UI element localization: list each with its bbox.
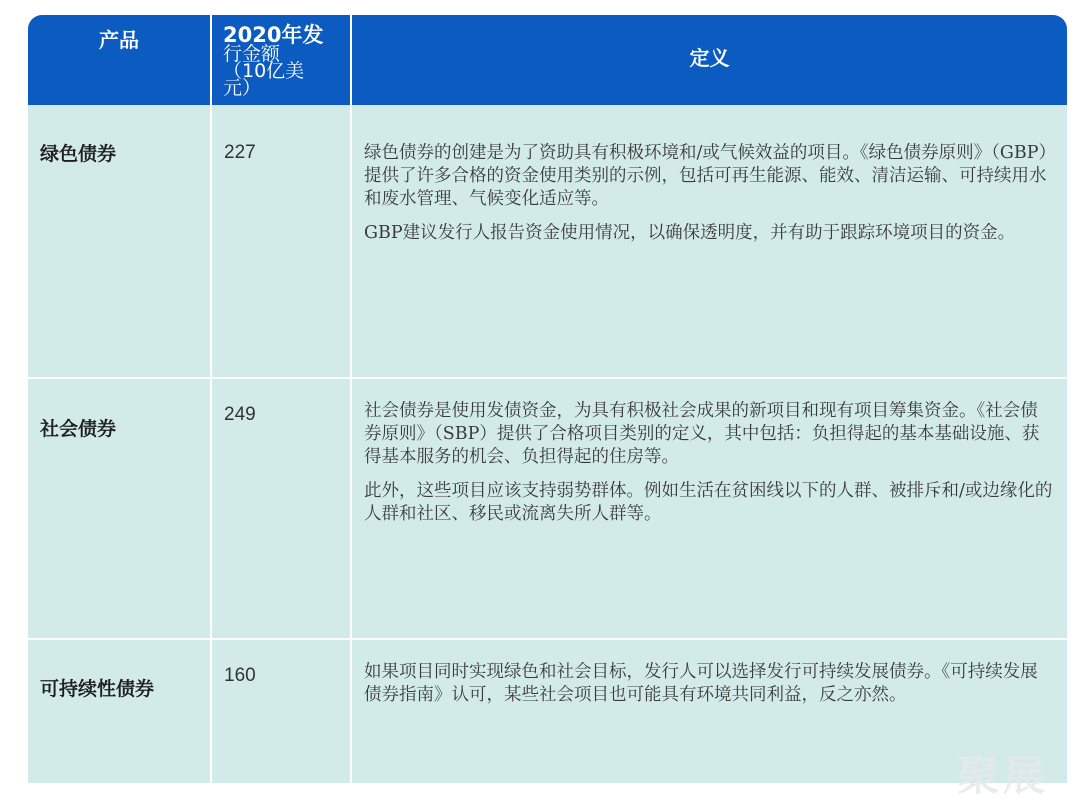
definition-text <box>364 400 1054 537</box>
header-definition-label: 定义 <box>689 46 730 70</box>
definition-paragraph: 绿色债券的创建是为了资助具有积极环境和/或气候效益的项目。《绿色债券原则》（GBP）提供了许多合格的资金使用类别的示例，包括可再生能源、能效、清洁运输、可持续用水和废水管理、气候变化适应等。 <box>364 143 1048 209</box>
column-divider <box>350 15 352 783</box>
header-cell-amount <box>212 15 349 105</box>
header-amount-line4: 元） <box>223 77 262 99</box>
header-cell-definition <box>352 15 1067 105</box>
definition-paragraph: GBP建议发行人报告资金使用情况，以确保透明度，并有助于跟踪环境项目的资金。 <box>364 223 1016 243</box>
definition-text <box>364 661 1054 718</box>
issuance-amount: 249 <box>224 404 256 425</box>
header-product-label: 产品 <box>99 28 139 52</box>
definition-paragraph: 社会债券是使用发债资金，为具有积极社会成果的新项目和现有项目筹集资金。《社会债券原则》（SBP）提供了合格项目类别的定义，其中包括：负担得起的基本基础设施、获得基本服务的机会、负担得起的住房等。 <box>364 401 1040 467</box>
header-amount-line1: 2020年发 <box>223 23 324 47</box>
header-amount-line2: 行金额 <box>223 43 281 65</box>
header-amount-label <box>223 25 333 97</box>
table-row-social-bond <box>28 379 1067 638</box>
product-name: 社会债券 <box>40 418 117 440</box>
product-name: 绿色债券 <box>40 143 117 165</box>
watermark-logo: 聚展 <box>957 751 1050 800</box>
definition-text <box>364 142 1054 256</box>
column-divider <box>210 15 212 783</box>
definition-paragraph: 如果项目同时实现绿色和社会目标，发行人可以选择发行可持续发展债券。《可持续发展债券指南》认可，某些社会项目也可能具有环境共同利益，反之亦然。 <box>364 662 1038 705</box>
row-divider <box>28 638 1067 640</box>
product-name: 可持续性债券 <box>40 678 155 700</box>
definition-paragraph: 此外，这些项目应该支持弱势群体。例如生活在贫困线以下的人群、被排斥和/或边缘化的人群和社区、移民或流离失所人群等。 <box>364 481 1053 524</box>
header-cell-product <box>28 15 210 105</box>
issuance-amount: 227 <box>224 142 256 163</box>
header-amount-line3: （10亿美 <box>223 60 305 82</box>
table-row-green-bond <box>28 105 1067 377</box>
row-divider <box>28 377 1067 379</box>
table-row-sustainability-bond <box>28 640 1067 783</box>
issuance-amount: 160 <box>224 665 256 686</box>
bond-table <box>28 15 1067 783</box>
table-header <box>28 15 1067 105</box>
